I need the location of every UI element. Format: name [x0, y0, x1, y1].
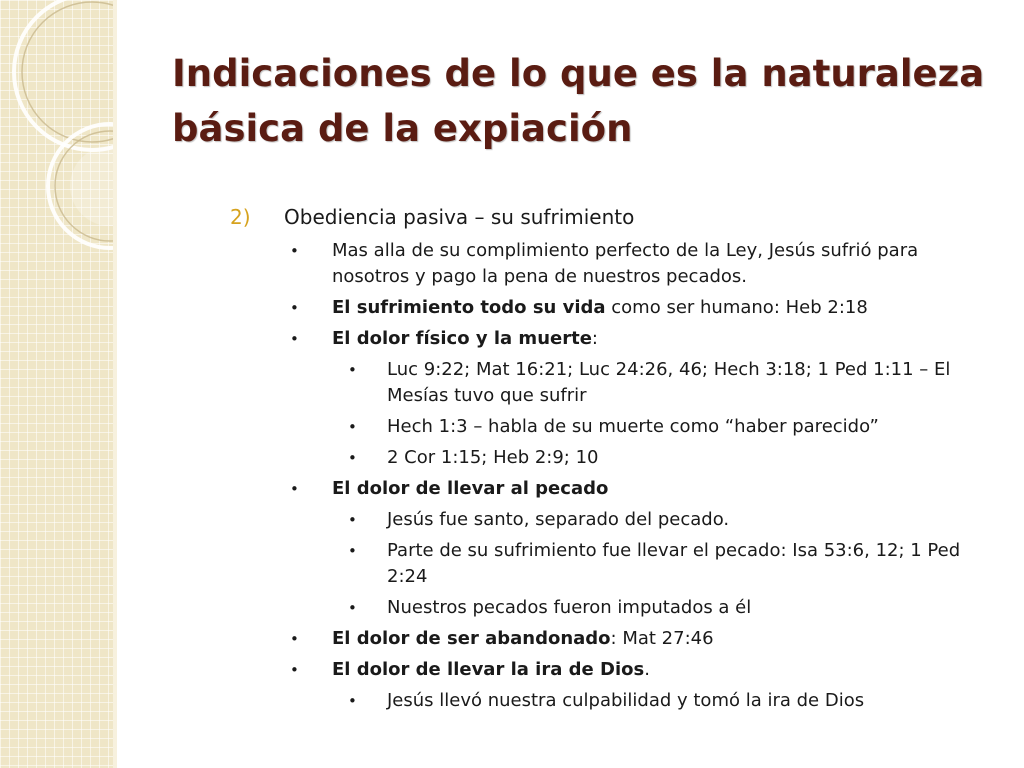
slide-body [230, 203, 1000, 714]
sub-bullet-item [230, 414, 1000, 440]
section-heading [230, 203, 1000, 233]
bullet-text: Nuestros pecados fueron imputados a él [387, 597, 752, 618]
bullet-text: 2 Cor 1:15; Heb 2:9; 10 [387, 447, 599, 468]
bullet-icon: • [290, 661, 299, 679]
bullet-icon: • [290, 242, 299, 260]
bullet-text: Mas alla de su complimiento perfecto de la Ley, Jesús sufrió para nosotros y pago la pena de nuestros pecados. [332, 240, 919, 287]
sub-bullet-item [230, 357, 1000, 409]
bullet-icon: • [290, 299, 299, 317]
bullet-text: Jesús llevó nuestra culpabilidad y tomó la ira de Dios [387, 690, 865, 711]
bullet-lead-text: El sufrimiento todo su vida [332, 297, 606, 318]
bullet-icon: • [348, 361, 357, 379]
bullet-icon: • [348, 692, 357, 710]
sub-bullet-item [230, 538, 1000, 590]
bullet-text: : [591, 328, 598, 349]
bullet-item [230, 326, 1000, 352]
bullet-icon: • [348, 449, 357, 467]
bullet-item [230, 295, 1000, 321]
slide-title [172, 46, 1002, 156]
bullet-text: . [644, 659, 650, 680]
bullet-lead-text: El dolor físico y la muerte [332, 328, 592, 349]
section-number: 2) [230, 205, 251, 229]
sub-bullet-item [230, 595, 1000, 621]
bullet-item [230, 238, 1000, 290]
bullet-text: Jesús fue santo, separado del pecado. [387, 509, 730, 530]
sub-bullet-item [230, 507, 1000, 533]
bullet-lead-text: El dolor de llevar al pecado [332, 478, 609, 499]
bullet-text: como ser humano: Heb 2:18 [605, 297, 868, 318]
bullet-icon: • [348, 599, 357, 617]
decorative-circles-graphic [0, 0, 113, 768]
bullet-text: Luc 9:22; Mat 16:21; Luc 24:26, 46; Hech 3:18; 1 Ped 1:11 – El Mesías tuvo que sufrir [387, 359, 951, 406]
bullet-icon: • [290, 480, 299, 498]
bullet-item [230, 476, 1000, 502]
bullet-icon: • [348, 511, 357, 529]
slide-title-line-1: Indicaciones de lo que es la naturaleza [172, 52, 985, 95]
section-heading-text: Obediencia pasiva – su sufrimiento [284, 205, 635, 229]
sidebar-divider [113, 0, 117, 768]
bullet-icon: • [290, 330, 299, 348]
bullet-text: Hech 1:3 – habla de su muerte como “haber parecido” [387, 416, 879, 437]
sub-bullet-item [230, 688, 1000, 714]
sub-bullet-item [230, 445, 1000, 471]
bullet-item [230, 657, 1000, 683]
bullet-text: Parte de su sufrimiento fue llevar el pecado: Isa 53:6, 12; 1 Ped 2:24 [387, 540, 961, 587]
bullet-text: : Mat 27:46 [610, 628, 714, 649]
bullet-item [230, 626, 1000, 652]
bullet-icon: • [348, 542, 357, 560]
bullet-icon: • [348, 418, 357, 436]
bullet-lead-text: El dolor de ser abandonado [332, 628, 611, 649]
bullet-lead-text: El dolor de llevar la ira de Dios [332, 659, 645, 680]
decorative-sidebar [0, 0, 113, 768]
bullet-icon: • [290, 630, 299, 648]
bullet-list [230, 238, 1000, 714]
slide-title-line-2: básica de la expiación [172, 107, 633, 150]
